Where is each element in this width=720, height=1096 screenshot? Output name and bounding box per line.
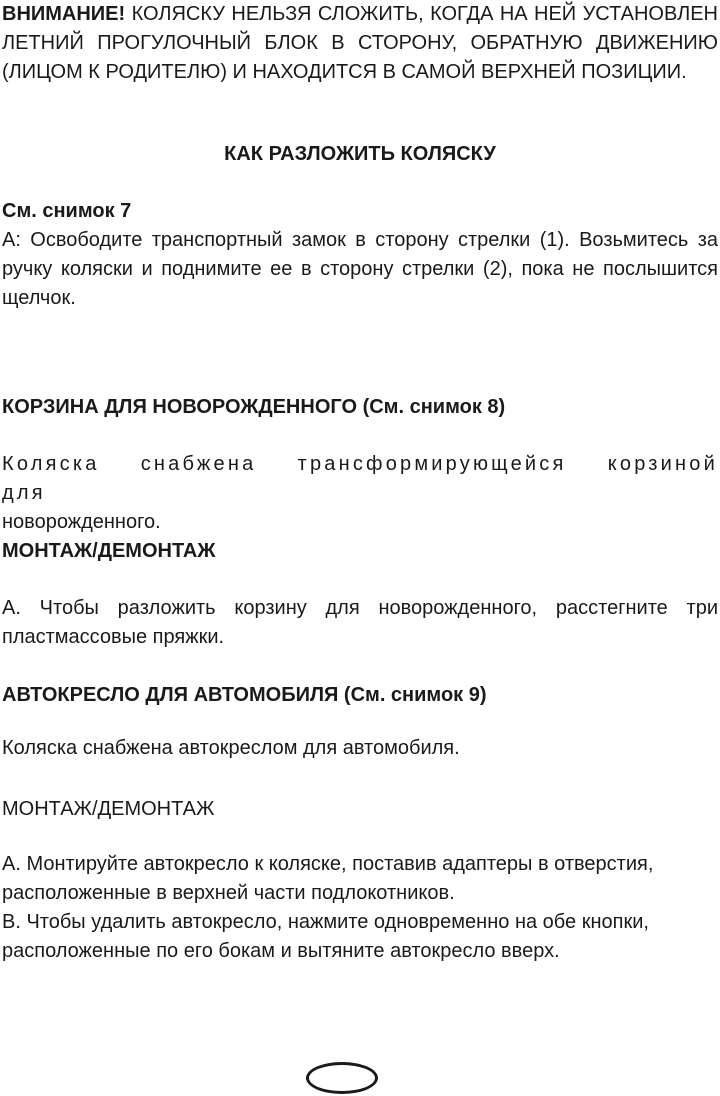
car-seat-heading: АВТОКРЕСЛО ДЛЯ АВТОМОБИЛЯ (См. снимок 9): [2, 684, 487, 706]
bassinet-mount-heading: МОНТАЖ/ДЕМОНТАЖ: [2, 540, 216, 562]
car-seat-mount-instructions: [2, 850, 718, 966]
warning-paragraph: [2, 0, 718, 87]
car-seat-mount-step-b: В. Чтобы удалить автокресло, нажмите одновременно на обе кнопки, расположенные по его бокам и вытяните автокресло вверх.: [2, 911, 649, 962]
unfold-instructions: А: Освободите транспортный замок в сторону стрелки (1). Возьмитесь за ручку коляски и поднимите ее в сторону стрелки (2), пока не послышится щелчок.: [2, 229, 718, 309]
bassinet-description-line-1: Коляска снабжена трансформирующейся корзиной для: [2, 453, 718, 504]
car-seat-mount-heading: МОНТАЖ/ДЕМОНТАЖ: [2, 798, 215, 820]
unfold-figure-ref: См. снимок 7: [2, 200, 132, 222]
bassinet-heading: КОРЗИНА ДЛЯ НОВОРОЖДЕННОГО (См. снимок 8): [2, 396, 506, 418]
page-number-oval: [306, 1062, 378, 1094]
unfold-heading: КАК РАЗЛОЖИТЬ КОЛЯСКУ: [224, 143, 496, 165]
car-seat-description: Коляска снабжена автокреслом для автомобиля.: [2, 737, 460, 759]
bassinet-description: [2, 450, 718, 537]
warning-text: КОЛЯСКУ НЕЛЬЗЯ СЛОЖИТЬ, КОГДА НА НЕЙ УСТАНОВЛЕН ЛЕТНИЙ ПРОГУЛОЧНЫЙ БЛОК В СТОРОНУ, ОБРАТНУЮ ДВИЖЕНИЮ (ЛИЦОМ К РОДИТЕЛЮ) И НАХОДИТСЯ В САМОЙ ВЕРХНЕЙ ПОЗИЦИИ.: [2, 3, 718, 83]
bassinet-mount-instructions: А. Чтобы разложить корзину для новорожденного, расстегните три пластмассовые пряжки.: [2, 597, 718, 648]
warning-label: ВНИМАНИЕ!: [2, 3, 126, 25]
car-seat-mount-step-a: А. Монтируйте автокресло к коляске, поставив адаптеры в отверстия, расположенные в верхней части подлокотников.: [2, 853, 654, 904]
bassinet-description-line-2: новорожденного.: [2, 511, 161, 533]
